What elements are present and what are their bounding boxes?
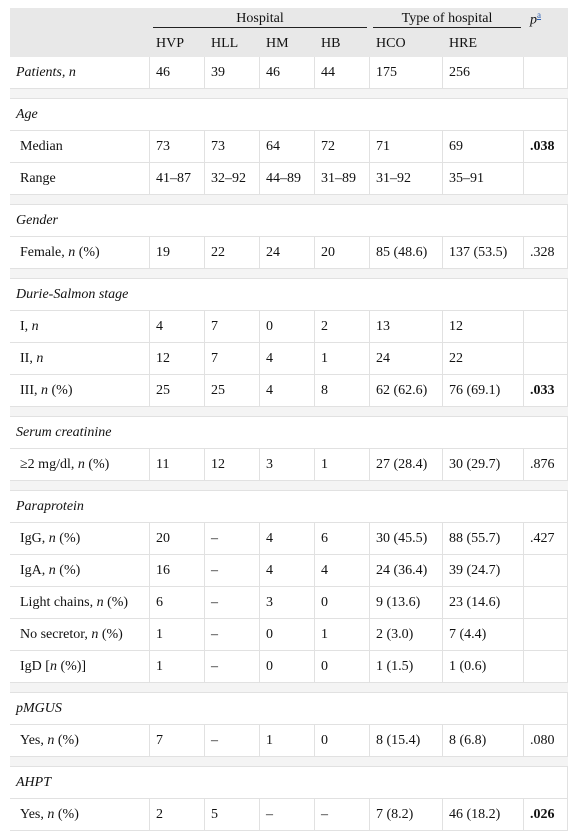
table-row-igd [10,651,568,683]
row-label-text: IgD [ [20,658,50,674]
row-label-unit: n [68,64,76,80]
table-row-pmgus-yes [10,725,568,757]
hospital-comparison-table [10,8,568,831]
header-group-hospital: Hospital [150,8,370,30]
row-label-unit: n [48,530,56,546]
table-row-light-chains [10,587,568,619]
col-header-hb: HB [315,30,370,57]
table-row-age-median [10,131,568,163]
row-label-unit: n [49,658,57,674]
row-label-suffix: (%) [54,806,79,822]
row-label: Median [10,131,150,163]
row-label [10,311,150,343]
table-row-stage-iii [10,375,568,407]
cell: 4 [260,555,315,587]
cell: 25 [150,375,205,407]
row-label [10,449,150,481]
cell: 7 [205,311,260,343]
row-label [10,57,150,89]
cell: 39 [205,57,260,89]
row-label [10,375,150,407]
section-title: Gender [10,205,568,237]
header-p-value [524,8,568,30]
cell: 11 [150,449,205,481]
cell: 72 [315,131,370,163]
p-cell [524,555,568,587]
cell: 2 [150,799,205,831]
cell: 0 [260,651,315,683]
row-label [10,587,150,619]
cell: 16 [150,555,205,587]
row-label-unit: n [41,382,48,398]
col-header-p [524,30,568,57]
cell: 12 [150,343,205,375]
section-pmgus [10,693,568,725]
cell: 71 [370,131,443,163]
footnote-a-link[interactable]: a [537,9,542,20]
table-row-stage-i [10,311,568,343]
cell: 1 [150,651,205,683]
row-label-unit: n [36,350,44,366]
row-label: Range [10,163,150,195]
cell: – [205,619,260,651]
cell: 39 (24.7) [443,555,524,587]
row-label-text: No secretor, [20,626,92,642]
row-label-unit: n [31,318,39,334]
table-row-age-range [10,163,568,195]
cell: 0 [260,619,315,651]
row-label-text: IgA, [20,562,49,578]
spacer-row [10,481,568,491]
p-cell: .080 [524,725,568,757]
cell: 0 [315,587,370,619]
cell: 64 [260,131,315,163]
p-cell [524,343,568,375]
cell: 88 (55.7) [443,523,524,555]
row-label-suffix: (%) [103,594,129,610]
cell: 0 [315,725,370,757]
p-cell: .038 [524,131,568,163]
cell: 1 [150,619,205,651]
cell: 20 [150,523,205,555]
header-blank [10,8,150,30]
table-row-igg [10,523,568,555]
cell: 85 (48.6) [370,237,443,269]
cell: 13 [370,311,443,343]
col-header-hm: HM [260,30,315,57]
cell: 76 (69.1) [443,375,524,407]
row-label [10,619,150,651]
cell: 25 [205,375,260,407]
row-label-unit: n [47,732,55,748]
row-label-text: II, [20,350,37,366]
cell: 256 [443,57,524,89]
row-label-suffix: (%) [54,732,79,748]
col-header-hco: HCO [370,30,443,57]
header-blank-2 [10,30,150,57]
table-row-no-secretor [10,619,568,651]
cell: 22 [205,237,260,269]
row-label-suffix: (%) [55,530,81,546]
cell: 4 [260,375,315,407]
cell: 46 [260,57,315,89]
section-title: Age [10,99,568,131]
cell: 44 [315,57,370,89]
cell: 4 [260,343,315,375]
cell: 12 [443,311,524,343]
row-label-unit: n [68,244,76,260]
cell: – [205,725,260,757]
cell: 35–91 [443,163,524,195]
table-row-iga [10,555,568,587]
table-row-patients [10,57,568,89]
cell: 1 [315,619,370,651]
section-durie-salmon [10,279,568,311]
cell: 6 [150,587,205,619]
row-label [10,555,150,587]
spacer-row [10,683,568,693]
cell: 6 [315,523,370,555]
cell: – [205,587,260,619]
spacer-row [10,269,568,279]
p-cell [524,587,568,619]
cell: – [205,651,260,683]
cell: 7 [205,343,260,375]
section-title: Serum creatinine [10,417,568,449]
cell: 44–89 [260,163,315,195]
cell: 20 [315,237,370,269]
col-header-hre: HRE [443,30,524,57]
row-label-suffix: (%) [98,626,123,642]
row-label-suffix: (%)] [56,658,87,674]
table-row-stage-ii [10,343,568,375]
cell: 1 [315,449,370,481]
cell: 41–87 [150,163,205,195]
p-cell [524,619,568,651]
cell: 3 [260,449,315,481]
cell: – [205,523,260,555]
cell: 24 (36.4) [370,555,443,587]
cell: 62 (62.6) [370,375,443,407]
cell: 1 (1.5) [370,651,443,683]
cell: 7 [150,725,205,757]
cell: 9 (13.6) [370,587,443,619]
cell: 0 [260,311,315,343]
cell: 12 [205,449,260,481]
row-label-suffix: (%) [55,562,81,578]
row-label [10,237,150,269]
section-paraprotein [10,491,568,523]
cell: 8 (6.8) [443,725,524,757]
table-row-gender-female [10,237,568,269]
cell: 4 [150,311,205,343]
row-label [10,343,150,375]
row-label-suffix: (%) [84,456,110,472]
p-cell: .328 [524,237,568,269]
row-label-text: III, [20,382,41,398]
p-cell: .876 [524,449,568,481]
cell: – [315,799,370,831]
cell: 22 [443,343,524,375]
cell: 32–92 [205,163,260,195]
section-serum-creatinine [10,417,568,449]
cell: 0 [315,651,370,683]
cell: 46 (18.2) [443,799,524,831]
row-label-unit: n [91,626,99,642]
cell: 175 [370,57,443,89]
cell: 3 [260,587,315,619]
cell: 1 (0.6) [443,651,524,683]
header-group-type-of-hospital: Type of hospital [370,8,524,30]
row-label-suffix: (%) [48,382,73,398]
cell: 46 [150,57,205,89]
row-label-unit: n [96,594,104,610]
row-label [10,725,150,757]
row-label-unit: n [48,562,56,578]
cell: 27 (28.4) [370,449,443,481]
spacer-row [10,757,568,767]
cell: 30 (29.7) [443,449,524,481]
p-cell: .427 [524,523,568,555]
cell: 30 (45.5) [370,523,443,555]
row-label-text: ≥2 mg/dl, [20,456,78,472]
row-label-text: Yes, [20,732,48,748]
cell: 69 [443,131,524,163]
cell: 2 [315,311,370,343]
cell: 5 [205,799,260,831]
row-label-unit: n [47,806,55,822]
col-header-hll: HLL [205,30,260,57]
row-label-suffix: (%) [75,244,100,260]
cell: 1 [315,343,370,375]
cell: 31–89 [315,163,370,195]
row-label-text: I, [20,318,32,334]
cell: 24 [260,237,315,269]
section-ahpt [10,767,568,799]
cell: 7 (4.4) [443,619,524,651]
row-label-text: Female, [20,244,69,260]
section-title: Durie-Salmon stage [10,279,568,311]
table-row-creatinine-ge2 [10,449,568,481]
p-cell: .026 [524,799,568,831]
cell: 24 [370,343,443,375]
cell: 23 (14.6) [443,587,524,619]
row-label-unit: n [77,456,85,472]
row-label-text: Light chains, [20,594,97,610]
p-cell [524,311,568,343]
cell: 73 [150,131,205,163]
section-title: pMGUS [10,693,568,725]
cell: – [205,555,260,587]
p-cell [524,163,568,195]
spacer-row [10,89,568,99]
row-label [10,651,150,683]
cell: 137 (53.5) [443,237,524,269]
cell: 7 (8.2) [370,799,443,831]
cell: – [260,799,315,831]
spacer-row [10,407,568,417]
section-age [10,99,568,131]
row-label [10,523,150,555]
p-label: p [530,12,538,28]
cell: 31–92 [370,163,443,195]
cell: 8 [315,375,370,407]
section-gender [10,205,568,237]
row-label-text: Patients, [16,64,69,80]
row-label-text: IgG, [20,530,49,546]
section-title: AHPT [10,767,568,799]
cell: 4 [315,555,370,587]
p-cell [524,57,568,89]
section-title: Paraprotein [10,491,568,523]
col-header-hvp: HVP [150,30,205,57]
cell: 2 (3.0) [370,619,443,651]
cell: 8 (15.4) [370,725,443,757]
p-cell [524,651,568,683]
row-label [10,799,150,831]
table-header [10,8,568,57]
cell: 19 [150,237,205,269]
cell: 4 [260,523,315,555]
p-cell: .033 [524,375,568,407]
cell: 1 [260,725,315,757]
spacer-row [10,195,568,205]
cell: 73 [205,131,260,163]
row-label-text: Yes, [20,806,48,822]
table-row-ahpt-yes [10,799,568,831]
